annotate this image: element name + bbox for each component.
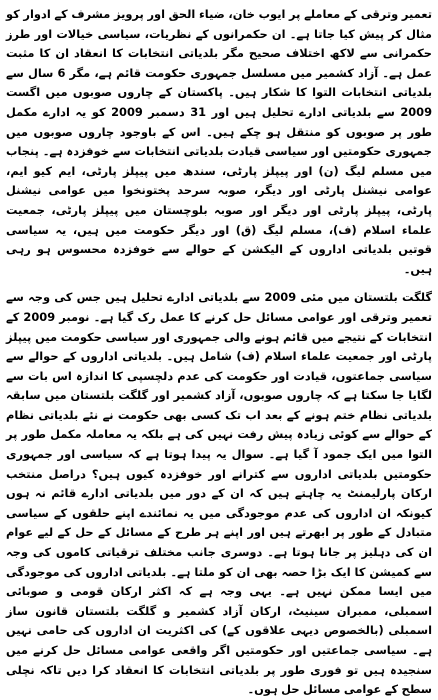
article-paragraph-2: گلگت بلتستان میں مئی 2009 سے بلدیاتی ادارے تحلیل ہیں جس کی وجہ سے تعمیر وترقی اور عوامی مسائل حل کرنے کا عمل رک گیا ہے۔ نومبر 2009 کے انتخابات کے نتیجے میں قائم ہونے والی جمہوری اور سیاسی حکومت میں پیپلز پارٹی اور جمعیت علماء اسلام (ف) شامل ہیں۔ بلدیاتی اداروں کے حوالے سے سیاسی جماعتوں، قیادت اور حکومت کی عدم دلچسپی کا اندازہ اس بات سے لگایا جا سکتا ہے کہ چاروں صوبوں، آزاد کشمیر اور گلگت بلتستان میں سابقہ بلدیاتی نظام ختم ہونے کے بعد اب تک کسی بھی حکومت نے نئے بلدیاتی نظام کے حوالے سے کوئی زیادہ پیش رفت نہیں کی ہے بلکہ یہ معاملہ مکمل طور پر التوا میں ایک جمود آ گیا ہے۔ سوال یہ پیدا ہوتا ہے کہ سیاسی اور جمہوری حکومتیں بلدیاتی اداروں سے کترانے اور خوفزدہ کیوں ہیں؟ دراصل منتخب ارکان پارلیمنٹ یہ چاہتے ہیں کہ ان کے دور میں بلدیاتی ادارے قائم نہ ہوں کیونکہ ان اداروں کی عدم موجودگی میں یہ نمائندے اپنے حلقوں کے سیاسی متبادل کے طور پر ابھرتے ہیں اور اپنے ہر طرح کے مسائل کے حل کے لیے عوام ان کی دہلیز پر جانا ہوتا ہے۔ دوسری جانب مختلف ترقیاتی کاموں کی وجہ سے کمیشن کا ایک بڑا حصہ بھی ان کو ملتا ہے۔ بلدیاتی اداروں کی موجودگی میں ایسا ممکن نہیں ہے۔ یہی وجہ ہے کہ اکثر ارکان قومی و صوبائی اسمبلی، ممبران سینیٹ، ارکان آزاد کشمیر و گلگت بلتستان قانون ساز اسمبلی (بالخصوص دیہی علاقوں کے) کی اکثریت ان اداروں کی حامی نہیں ہے۔ سیاسی جماعتیں اور حکومتیں اگر واقعی عوامی مسائل حل کرنے میں سنجیدہ ہیں تو فوری طور پر بلدیاتی انتخابات کا انعقاد کرا دیں تاکہ نچلی سطح کے عوامی مسائل حل ہوں۔	[6, 290, 433, 697]
article-paragraph-1: تعمیر وترقی کے معاملے پر ایوب خان، ضیاء الحق اور پرویز مشرف کے ادوار کو مثال کر پیش کیا جاتا ہے۔ ان حکمرانوں کے نظریات، سیاسی خیالات اور طرز حکمرانی سے لاکھ اختلاف صحیح مگر بلدیاتی انتخابات کا انعقاد ان کا مثبت عمل ہے۔ آزاد کشمیر میں مسلسل جمہوری حکومت قائم ہے، مگر 6 سال سے بلدیاتی انتخابات التوا کا شکار ہیں۔ پاکستان کے چاروں صوبوں میں اگست 2009 سے بلدیاتی ادارے تحلیل ہیں اور 31 دسمبر 2009 کو یہ ادارے مکمل طور پر صوبوں کو منتقل ہو چکے ہیں۔ اس کے باوجود چاروں صوبوں میں جمہوری حکومتیں اور سیاسی قیادت بلدیاتی انتخابات سے خوفزدہ ہے۔ پنجاب میں مسلم لیگ (ن) اور پیپلز پارٹی، سندھ میں پیپلز پارٹی، ایم کیو ایم، عوامی نیشنل پارٹی اور دیگر، صوبہ سرحد پختونخوا میں عوامی نیشنل پارٹی، پیپلز پارٹی اور دیگر اور صوبہ بلوچستان میں پیپلز پارٹی، جمعیت علماء اسلام (ف)، مسلم لیگ (ق) اور دیگر حکومت میں ہیں، یہ سیاسی قوتیں بلدیاتی اداروں کے الیکشن کے حوالے سے خوفزدہ محسوس ہو رہی ہیں۔	[6, 7, 433, 276]
